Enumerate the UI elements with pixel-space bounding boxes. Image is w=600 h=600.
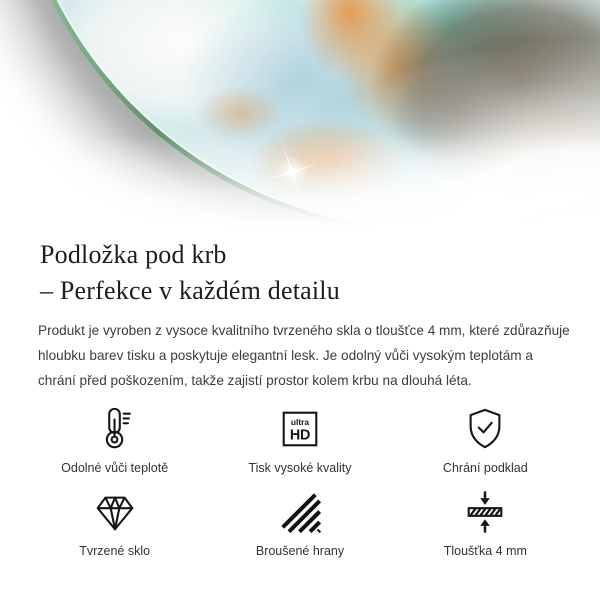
thickness-arrows-icon	[462, 489, 508, 535]
feature-heat-resistance	[22, 406, 207, 475]
feature-label: Broušené hrany	[255, 544, 345, 558]
feature-thickness	[393, 489, 578, 558]
ultra-hd-badge-bottom: HD	[289, 427, 311, 444]
page-title-line2: – Perfekce v každém detailu	[40, 276, 340, 305]
ultra-hd-badge-top: ultra	[290, 417, 310, 428]
feature-print-quality	[207, 406, 392, 475]
page-title	[0, 237, 600, 309]
product-description: Produkt je vyroben z vysoce kvalitního tvrzeného skla o tloušťce 4 mm, které zdůrazňuje hloubku barev tisku a poskytuje elegantní lesk. Je odolný vůči vysokým teplotám a chrání před poškozením, takže zajistí prostor kolem krbu na dlouhá léta.	[38, 323, 570, 388]
feature-tempered-glass	[22, 489, 207, 558]
shield-check-icon	[462, 406, 508, 452]
feature-ground-edges	[207, 489, 392, 558]
feature-label: Chrání podklad	[442, 461, 528, 475]
diamond-icon	[92, 489, 138, 535]
glass-pad-artwork	[11, 0, 600, 229]
feature-label: Tloušťka 4 mm	[443, 544, 527, 558]
feature-label: Odolné vůči teplotě	[61, 461, 169, 475]
feature-label: Tvrzené sklo	[79, 544, 151, 558]
product-photo	[0, 0, 600, 232]
feature-label: Tisk vysoké kvality	[248, 461, 352, 475]
glass-pad-image	[6, 0, 600, 232]
product-info-section	[0, 237, 600, 558]
thermometer-icon	[92, 406, 138, 452]
ultra-hd-icon	[277, 406, 323, 452]
feature-protects-surface	[393, 406, 578, 475]
feature-grid	[22, 406, 578, 558]
page-title-line1: Podložka pod krb	[40, 240, 227, 269]
bevel-stripes-icon	[277, 489, 323, 535]
